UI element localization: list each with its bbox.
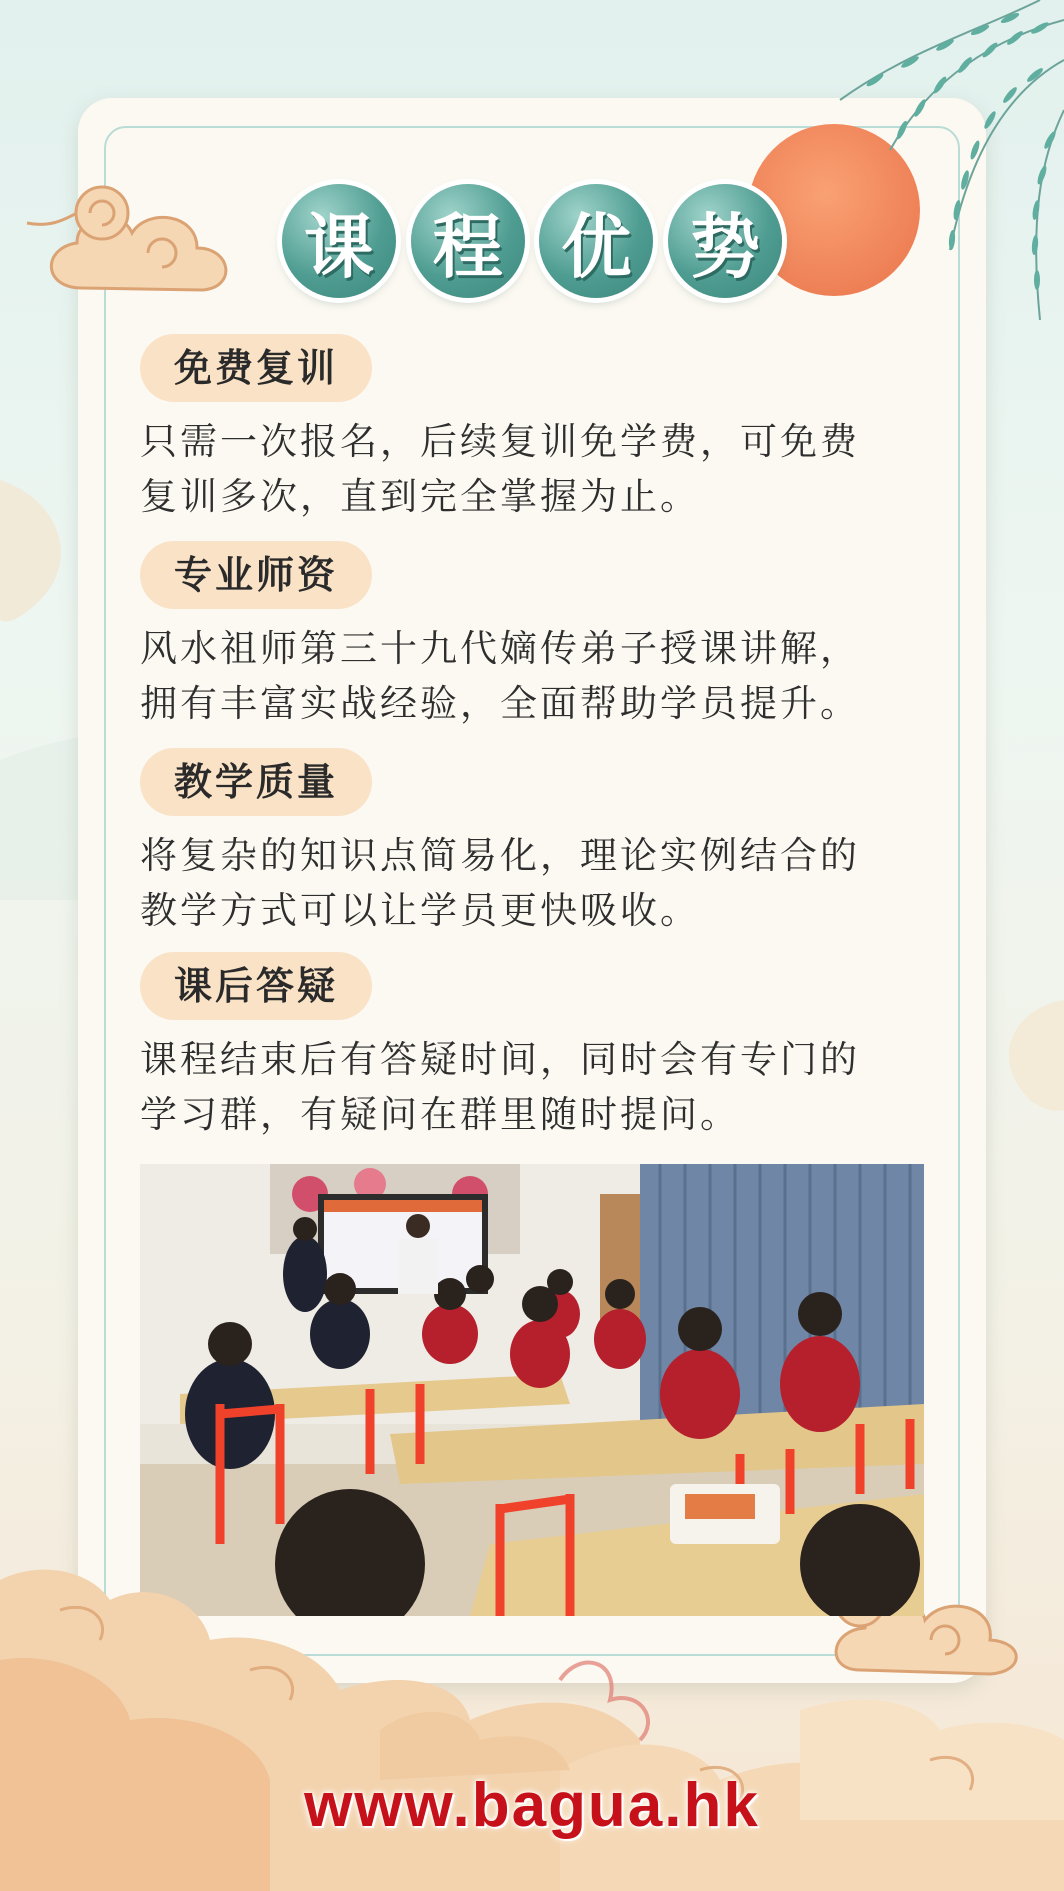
section-teaching-quality — [140, 748, 930, 938]
section-desc — [140, 1032, 930, 1142]
willow-branch-icon — [740, 0, 1064, 360]
section-desc — [140, 414, 930, 524]
section-desc — [140, 621, 930, 731]
desc-line: 风水祖师第三十九代嫡传弟子授课讲解， — [140, 627, 860, 670]
desc-line: 复训多次，直到完全掌握为止。 — [140, 475, 700, 518]
title-char: 优 — [539, 184, 653, 298]
desc-line: 拥有丰富实战经验，全面帮助学员提升。 — [140, 682, 860, 725]
desc-line: 将复杂的知识点简易化，理论实例结合的 — [140, 834, 860, 877]
website-url[interactable]: www.bagua.hk — [304, 1771, 760, 1840]
desc-line: 课程结束后有答疑时间，同时会有专门的 — [140, 1038, 860, 1081]
section-free-retraining — [140, 334, 930, 524]
desc-line: 学习群，有疑问在群里随时提问。 — [140, 1093, 740, 1136]
desc-line: 只需一次报名，后续复训免学费，可免费 — [140, 420, 860, 463]
title-char: 程 — [411, 184, 525, 298]
desc-line: 教学方式可以让学员更快吸收。 — [140, 889, 700, 932]
section-desc — [140, 828, 930, 938]
section-professional-teachers — [140, 541, 930, 731]
section-tag: 专业师资 — [140, 541, 372, 609]
section-tag: 免费复训 — [140, 334, 372, 402]
title-char: 势 — [668, 184, 782, 298]
section-tag: 课后答疑 — [140, 952, 372, 1020]
page-title — [282, 184, 782, 298]
section-tag: 教学质量 — [140, 748, 372, 816]
section-after-class-qa — [140, 952, 930, 1142]
cloud-icon — [22, 178, 262, 308]
title-char: 课 — [282, 184, 396, 298]
